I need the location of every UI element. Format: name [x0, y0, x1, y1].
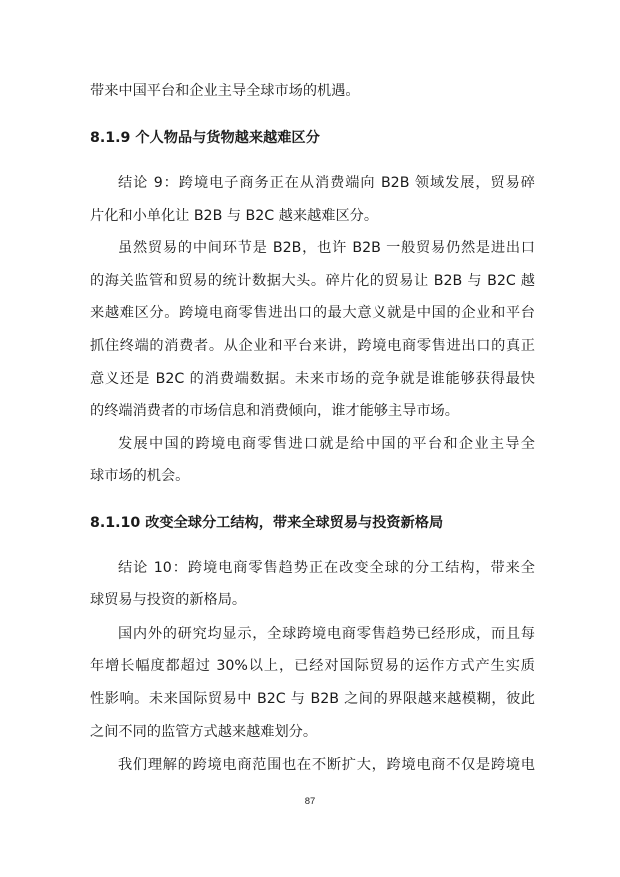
paragraph-line: 球市场的机会。	[90, 468, 190, 484]
paragraph-line: 性影响。未来国际贸易中 B2C 与 B2B 之间的界限越来越模糊，彼此	[90, 691, 535, 707]
paragraph-line: 来越难区分。跨境电商零售进出口的最大意义就是中国的企业和平台	[90, 305, 535, 321]
intro-text-line: 带来中国平台和企业主导全球市场的机遇。	[90, 83, 360, 99]
paragraph-line: 抓住终端的消费者。从企业和平台来讲，跨境电商零售进出口的真正	[90, 338, 535, 354]
page-number: 87	[304, 796, 316, 807]
section-heading-8-1-10: 8.1.10 改变全球分工结构，带来全球贸易与投资新格局	[90, 515, 444, 531]
paragraph-line: 意义还是 B2C 的消费端数据。未来市场的竞争就是谁能够获得最快	[90, 371, 535, 387]
paragraph-line: 的海关监管和贸易的统计数据大头。碎片化的贸易让 B2B 与 B2C 越	[90, 273, 535, 289]
paragraph-line: 国内外的研究均显示，全球跨境电商零售趋势已经形成，而且每	[118, 626, 535, 642]
paragraph-line: 片化和小单化让 B2B 与 B2C 越来越难区分。	[90, 208, 379, 224]
paragraph-line: 结论 10：跨境电商零售趋势正在改变全球的分工结构，带来全	[118, 560, 535, 576]
paragraph-line: 结论 9：跨境电子商务正在从消费端向 B2B 领域发展，贸易碎	[118, 175, 535, 191]
section-heading-8-1-9: 8.1.9 个人物品与货物越来越难区分	[90, 130, 320, 146]
paragraph-line: 之间不同的监管方式越来越难划分。	[90, 724, 318, 740]
paragraph-line: 年增长幅度都超过 30%以上，已经对国际贸易的运作方式产生实质	[90, 658, 535, 674]
paragraph-line: 我们理解的跨境电商范围也在不断扩大，跨境电商不仅是跨境电	[118, 757, 535, 773]
paragraph-line: 的终端消费者的市场信息和消费倾向，谁才能够主导市场。	[90, 403, 459, 419]
paragraph-line: 球贸易与投资的新格局。	[90, 592, 247, 608]
paragraph-line: 发展中国的跨境电商零售进口就是给中国的平台和企业主导全	[118, 436, 535, 452]
paragraph-line: 虽然贸易的中间环节是 B2B，也许 B2B 一般贸易仍然是进出口	[118, 240, 535, 256]
